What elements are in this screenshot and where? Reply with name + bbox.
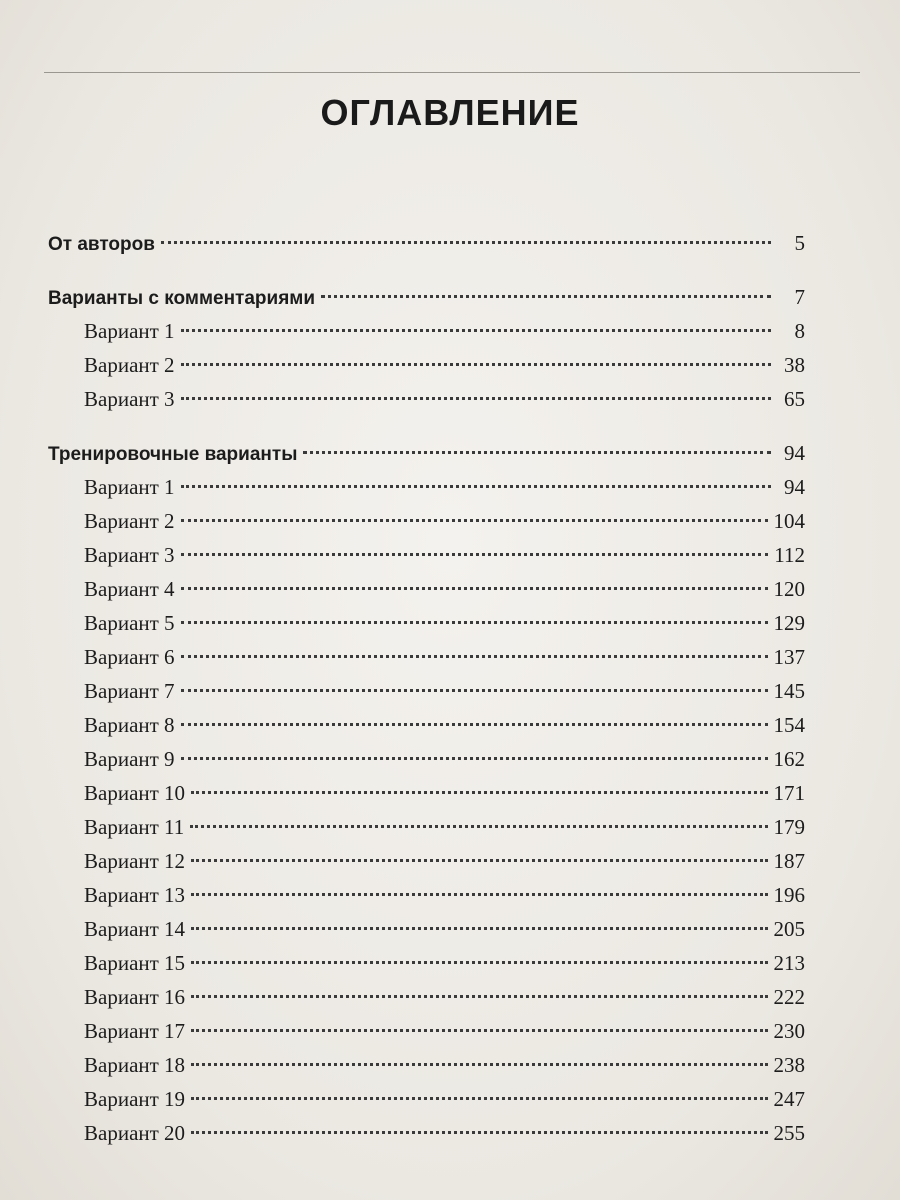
toc-entry-row [48,1116,805,1150]
toc-entry-label: Вариант 5 [84,611,175,635]
toc-entry-label: Вариант 3 [84,543,175,567]
toc-entry-label: Вариант 13 [84,883,186,907]
toc-entry-label: Вариант 1 [84,475,175,499]
toc-page-number: 120 [773,577,805,601]
dot-leader [303,451,771,454]
toc-entry-row [48,674,805,708]
dot-leader [191,1063,767,1066]
toc-page-number: 137 [773,645,805,669]
toc-entry-label: Вариант 3 [84,387,175,411]
toc-entry-row [48,314,805,348]
toc-entry-label: Вариант 2 [84,353,175,377]
toc-entry-label: Вариант 9 [84,747,175,771]
toc-entry-label: Вариант 10 [84,781,186,805]
toc-entry-row [48,348,805,382]
header-rule [44,72,860,73]
dot-leader [191,1097,767,1100]
toc-gap [48,260,805,280]
toc-page-number: 154 [773,713,805,737]
page-title: ОГЛАВЛЕНИЕ [320,92,580,133]
toc-entry-row [48,382,805,416]
dot-leader [191,791,767,794]
toc-entry-row [48,1014,805,1048]
toc-entry-label: Вариант 19 [84,1087,186,1111]
toc-page-number: 7 [794,285,805,309]
table-of-contents [48,226,805,1150]
toc-entry-row [48,572,805,606]
toc-gap [48,416,805,436]
toc-page-number: 171 [773,781,805,805]
dot-leader [181,655,768,658]
toc-page-number: 179 [773,815,805,839]
dot-leader [181,363,771,366]
dot-leader [191,927,767,930]
dot-leader [181,587,768,590]
toc-entry-row [48,708,805,742]
toc-entry-row [48,810,805,844]
toc-section-label: Тренировочные варианты [48,444,298,465]
toc-entry-row [48,1082,805,1116]
dot-leader [191,859,767,862]
toc-page-number: 129 [773,611,805,635]
toc-page-number: 112 [774,543,805,567]
toc-page-number: 247 [773,1087,805,1111]
toc-page-number: 238 [773,1053,805,1077]
toc-entry-label: Вариант 18 [84,1053,186,1077]
dot-leader [181,689,768,692]
toc-section-label: Варианты с комментариями [48,288,316,309]
toc-entry-label: Вариант 20 [84,1121,186,1145]
toc-page-number: 5 [794,231,805,255]
dot-leader [181,621,768,624]
toc-entry-row [48,878,805,912]
toc-page-number: 8 [794,319,805,343]
toc-page-number: 94 [784,441,805,465]
toc-entry-label: Вариант 6 [84,645,175,669]
dot-leader [191,1029,767,1032]
toc-entry-label: Вариант 8 [84,713,175,737]
toc-section-row [48,280,805,314]
dot-leader [181,329,771,332]
toc-page-number: 104 [773,509,805,533]
dot-leader [161,241,771,244]
toc-page-number: 65 [784,387,805,411]
toc-entry-row [48,538,805,572]
dot-leader [191,995,767,998]
toc-entry-row [48,946,805,980]
toc-entry-label: Вариант 11 [84,815,185,839]
dot-leader [321,295,771,298]
toc-page-number: 213 [773,951,805,975]
toc-entry-label: Вариант 12 [84,849,186,873]
toc-entry-label: Вариант 15 [84,951,186,975]
toc-section-label: От авторов [48,234,155,255]
dot-leader [191,961,767,964]
toc-entry-label: Вариант 2 [84,509,175,533]
toc-page-number: 205 [773,917,805,941]
dot-leader [181,485,771,488]
toc-entry-row [48,640,805,674]
toc-page-number: 187 [773,849,805,873]
toc-entry-row [48,980,805,1014]
dot-leader [181,519,768,522]
toc-entry-row [48,776,805,810]
toc-entry-label: Вариант 4 [84,577,175,601]
dot-leader [181,723,768,726]
toc-page-number: 196 [773,883,805,907]
toc-section-row [48,226,805,260]
toc-entry-label: Вариант 7 [84,679,175,703]
dot-leader [181,553,769,556]
toc-page-number: 38 [784,353,805,377]
dot-leader [181,397,771,400]
dot-leader [191,1131,767,1134]
toc-entry-row [48,470,805,504]
toc-page-number: 255 [773,1121,805,1145]
toc-entry-row [48,912,805,946]
dot-leader [181,757,768,760]
toc-page-number: 94 [784,475,805,499]
dot-leader [190,825,767,828]
toc-entry-row [48,844,805,878]
toc-entry-label: Вариант 17 [84,1019,186,1043]
dot-leader [191,893,767,896]
toc-entry-label: Вариант 16 [84,985,186,1009]
toc-entry-row [48,504,805,538]
toc-section-row [48,436,805,470]
toc-entry-label: Вариант 14 [84,917,186,941]
toc-page-number: 230 [773,1019,805,1043]
toc-page-number: 145 [773,679,805,703]
toc-page-number: 162 [773,747,805,771]
toc-entry-row [48,1048,805,1082]
toc-entry-row [48,742,805,776]
toc-page-number: 222 [773,985,805,1009]
toc-entry-label: Вариант 1 [84,319,175,343]
toc-entry-row [48,606,805,640]
